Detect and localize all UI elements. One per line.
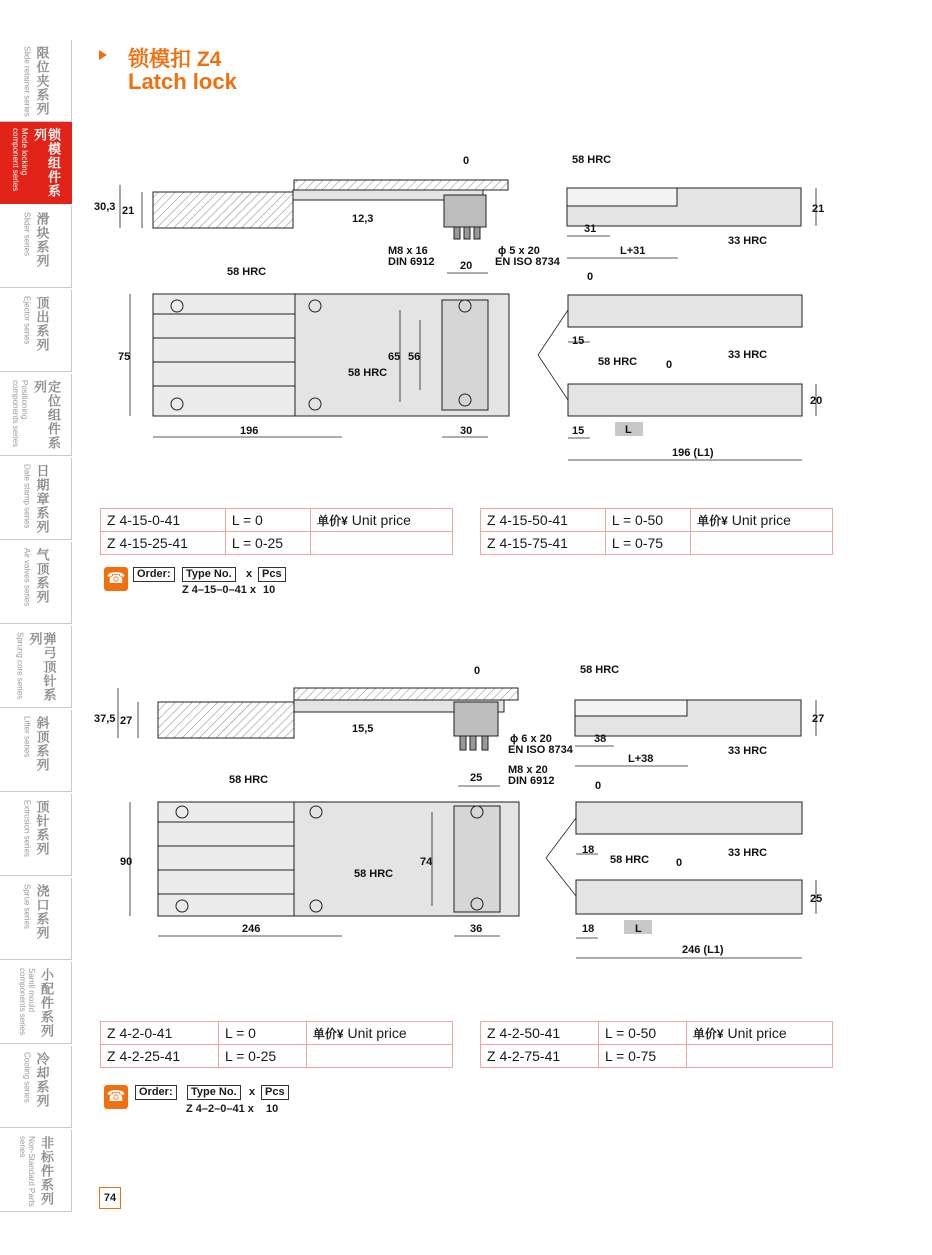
tab-label-en: Cooling series <box>22 1052 32 1103</box>
table-cell <box>311 532 453 555</box>
dim-label: 0 <box>463 155 470 167</box>
dim-label: 37,5 <box>94 713 116 725</box>
tab-label: 锁模组件系列 <box>32 128 61 198</box>
table-cell <box>691 509 833 532</box>
table-cell <box>691 532 833 555</box>
dim-label: 15 <box>572 425 585 437</box>
latch-bar-side <box>294 688 518 700</box>
price-label-cn: 单价¥ <box>692 1026 724 1041</box>
table-row <box>481 1022 833 1045</box>
dim-label: 0 <box>676 857 683 869</box>
dim-label: 58 HRC <box>354 868 394 880</box>
pin-side <box>464 227 470 239</box>
dim-label: 58 HRC <box>572 154 612 166</box>
dim-label: 27 <box>812 713 825 725</box>
dim-label: 15 <box>572 335 585 347</box>
dim-label: 31 <box>584 223 597 235</box>
tab-air-valves[interactable] <box>0 542 72 624</box>
price-label-cn: 单价¥ <box>312 1026 344 1041</box>
tab-label-en: Non-Standard Parts series <box>18 1136 36 1207</box>
tab-label-en: Positioning components series <box>11 380 29 448</box>
tab-label-en: Sprue series <box>22 884 32 929</box>
price-table-z4-2-left <box>100 1021 453 1068</box>
order-quantity: 10 <box>263 584 276 596</box>
dim-label: ϕ 5 x 20 <box>498 245 540 257</box>
tab-cooling[interactable] <box>0 1046 72 1128</box>
dim-label: EN ISO 8734 <box>508 744 573 756</box>
table-cell: Z 4-15-75-41 <box>481 532 606 555</box>
table-cell: L = 0-25 <box>218 1045 306 1068</box>
dim-label: 20 <box>810 395 823 407</box>
pcs-label: Pcs <box>261 1085 289 1100</box>
price-label-cn: 单价¥ <box>697 513 728 528</box>
order-example: Z 4–2–0–41 x <box>186 1103 254 1115</box>
price-label-en: Unit price <box>731 511 791 528</box>
dim-label: DIN 6912 <box>388 256 435 268</box>
table-row <box>101 1045 453 1068</box>
latch-body-side <box>153 192 293 228</box>
tab-ejector[interactable] <box>0 290 72 372</box>
dim-label: 30,3 <box>94 201 116 213</box>
dim-label: L+38 <box>628 753 654 765</box>
tab-label: 小配件系列 <box>39 968 54 1038</box>
table-cell: L = 0 <box>218 1022 306 1045</box>
table-cell: Z 4-15-50-41 <box>481 509 606 532</box>
tab-label: 限位夹系列 <box>34 46 50 116</box>
profile-plan-l0 <box>576 802 802 834</box>
times-sign: x <box>246 568 253 580</box>
price-table-z4-15-left <box>100 508 453 555</box>
order-label: Order: <box>135 1085 177 1100</box>
table-cell <box>686 1022 832 1045</box>
tab-label-en: Date stamp series <box>22 464 32 529</box>
profile-plan-l <box>576 880 802 914</box>
dim-label: 58 HRC <box>229 774 269 786</box>
dim-label: 65 <box>388 351 401 363</box>
dim-label: L <box>635 923 642 935</box>
tab-slide-retainer[interactable] <box>0 40 72 122</box>
tab-label: 气顶系列 <box>34 548 50 604</box>
dim-label: 18 <box>582 844 595 856</box>
page-title-en: Latch lock <box>128 69 237 94</box>
table-cell: L = 0-75 <box>598 1045 686 1068</box>
tab-sprue[interactable] <box>0 878 72 960</box>
tab-label-en: Slide retainer series <box>22 46 32 117</box>
dim-label: 33 HRC <box>728 235 768 247</box>
dim-label: 75 <box>118 351 131 363</box>
dim-label: L+31 <box>620 245 646 257</box>
dim-label: 58 HRC <box>598 356 638 368</box>
dim-label: EN ISO 8734 <box>495 256 560 268</box>
tab-sprung-core[interactable] <box>0 626 72 708</box>
price-label-en: Unit price <box>347 1024 407 1041</box>
table-cell: Z 4-15-25-41 <box>101 532 226 555</box>
profile-plan-l0 <box>568 295 802 327</box>
latch-left-block <box>158 802 294 916</box>
tab-label-en: Slider series <box>22 212 32 257</box>
dim-label: M8 x 20 <box>508 764 548 776</box>
screw-head-side <box>444 195 486 227</box>
tab-label-en: Mode locking component series <box>11 128 29 192</box>
tab-label: 滑块系列 <box>34 212 50 268</box>
page-number: 74 <box>99 1187 121 1209</box>
dim-label: 20 <box>460 260 473 272</box>
table-row <box>101 1022 453 1045</box>
dim-label: 196 <box>240 425 259 437</box>
dim-label: 74 <box>420 856 433 868</box>
page-title-cn: 锁模扣 Z4 <box>128 48 222 71</box>
dim-label: DIN 6912 <box>508 775 555 787</box>
tab-label: 顶出系列 <box>34 296 50 352</box>
table-row <box>101 509 453 532</box>
table-cell: Z 4-2-75-41 <box>481 1045 599 1068</box>
table-cell: L = 0 <box>225 509 310 532</box>
dim-label: 21 <box>122 205 135 217</box>
tab-date-stamp[interactable] <box>0 458 72 540</box>
table-cell <box>306 1045 452 1068</box>
price-table-z4-2-right <box>480 1021 833 1068</box>
latch-slot-block <box>454 806 500 912</box>
tab-label: 弹弓顶针系列 <box>27 632 57 702</box>
table-cell: L = 0-75 <box>605 532 690 555</box>
tab-label-en: Ejector series <box>22 296 32 345</box>
dim-label: 36 <box>470 923 483 935</box>
order-example: Z 4–15–0–41 x <box>182 584 257 596</box>
tab-non-standard[interactable] <box>0 1130 72 1212</box>
tab-label-en: Air valves series <box>22 548 32 607</box>
latch-body-side <box>158 702 294 738</box>
times-sign: x <box>249 1086 256 1098</box>
pin-side <box>474 227 480 239</box>
pin-side <box>482 736 488 750</box>
dim-label: 33 HRC <box>728 349 768 361</box>
dim-label: 38 <box>594 733 607 745</box>
drawing-z4-2 <box>90 660 850 980</box>
tab-extrusion[interactable] <box>0 794 72 876</box>
table-row <box>481 509 833 532</box>
type-no-label: Type No. <box>187 1085 241 1100</box>
dim-label: 25 <box>810 893 823 905</box>
table-row <box>101 532 453 555</box>
dim-label: 58 HRC <box>227 266 267 278</box>
dim-label: 0 <box>474 665 481 677</box>
screw-head-side <box>454 702 498 736</box>
dim-label: 246 (L1) <box>682 944 724 956</box>
dim-label: 21 <box>812 203 825 215</box>
tab-label-en: Lifter series <box>22 716 32 758</box>
dim-label: 58 HRC <box>348 367 388 379</box>
dim-label: L <box>625 424 632 436</box>
phone-order-icon: ☎ <box>104 567 128 591</box>
tab-label: 日期章系列 <box>34 464 50 534</box>
tab-lifter[interactable] <box>0 710 72 792</box>
dim-label: 15,5 <box>352 723 374 735</box>
table-cell <box>311 509 453 532</box>
tab-label: 非标件系列 <box>39 1136 54 1206</box>
dim-label: M8 x 16 <box>388 245 428 257</box>
dim-label: 58 HRC <box>580 664 620 676</box>
dim-label: 25 <box>470 772 483 784</box>
price-table-z4-15-right <box>480 508 833 555</box>
dim-label: 18 <box>582 923 595 935</box>
tab-label: 顶针系列 <box>34 800 50 856</box>
dim-label: 33 HRC <box>728 847 768 859</box>
table-cell: Z 4-2-50-41 <box>481 1022 599 1045</box>
tab-label-en: Extrusion series <box>22 800 32 857</box>
table-cell: Z 4-2-0-41 <box>101 1022 219 1045</box>
tab-label: 冷却系列 <box>34 1052 50 1108</box>
dim-label: 0 <box>595 780 602 792</box>
drawing-z4-15 <box>90 150 850 470</box>
dim-label: ϕ 6 x 20 <box>510 733 552 745</box>
profile-plan-l <box>568 384 802 416</box>
price-label-en: Unit price <box>727 1024 787 1041</box>
price-label-en: Unit price <box>351 511 411 528</box>
tab-positioning[interactable] <box>0 374 72 456</box>
tab-label: 定位组件系列 <box>32 380 61 450</box>
title-marker-icon <box>99 50 107 60</box>
table-cell: L = 0-50 <box>605 509 690 532</box>
order-label: Order: <box>133 567 175 582</box>
tab-label-en: Samll mould components series <box>18 968 36 1036</box>
dim-label: 33 HRC <box>728 745 768 757</box>
table-row <box>481 1045 833 1068</box>
pcs-label: Pcs <box>258 567 286 582</box>
tab-label: 浇口系列 <box>34 884 50 940</box>
dim-label: 90 <box>120 856 133 868</box>
dim-label: 246 <box>242 923 261 935</box>
tab-label: 斜顶系列 <box>34 716 50 772</box>
dim-label: 0 <box>666 359 673 371</box>
dim-label: 56 <box>408 351 421 363</box>
table-cell: L = 0-25 <box>225 532 310 555</box>
table-cell <box>306 1022 452 1045</box>
pin-side <box>470 736 476 750</box>
table-cell <box>686 1045 832 1068</box>
tab-mode-locking[interactable] <box>0 122 72 204</box>
phone-order-icon: ☎ <box>104 1085 128 1109</box>
dim-label: 58 HRC <box>610 854 650 866</box>
tab-label-en: Sprung core series <box>15 632 25 700</box>
dim-label: 0 <box>587 271 594 283</box>
order-quantity: 10 <box>266 1103 279 1115</box>
pin-side <box>460 736 466 750</box>
dim-label: 30 <box>460 425 473 437</box>
type-no-label: Type No. <box>182 567 236 582</box>
price-label-cn: 单价¥ <box>317 513 348 528</box>
pin-side <box>454 227 460 239</box>
table-cell: L = 0-50 <box>598 1022 686 1045</box>
tab-small-components[interactable] <box>0 962 72 1044</box>
latch-bar-side <box>294 180 508 190</box>
dim-label: 27 <box>120 715 133 727</box>
table-cell: Z 4-15-0-41 <box>101 509 226 532</box>
latch-left-block <box>153 294 295 416</box>
tab-slider[interactable] <box>0 206 72 288</box>
table-row <box>481 532 833 555</box>
table-cell: Z 4-2-25-41 <box>101 1045 219 1068</box>
dim-label: 196 (L1) <box>672 447 714 459</box>
dim-label: 12,3 <box>352 213 374 225</box>
